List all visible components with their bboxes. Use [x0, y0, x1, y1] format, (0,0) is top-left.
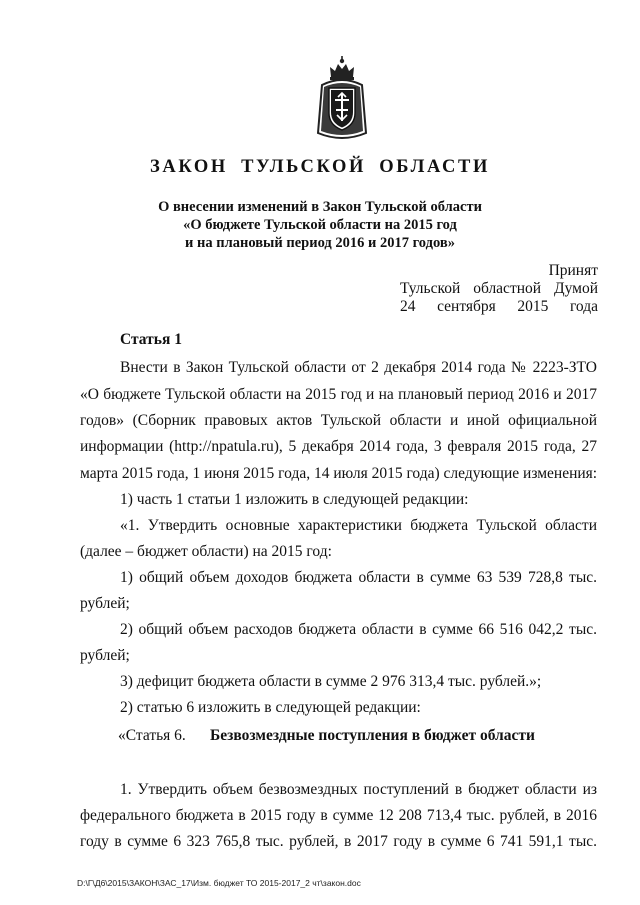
paragraph-line: году в сумме 6 323 765,8 тыс. рублей, в 2017 году в сумме 6 741 591,1 тыс. [80, 833, 597, 850]
subtitle-line: О внесении изменений в Закон Тульской области [158, 199, 482, 215]
paragraph-line: 1) общий объем доходов бюджета области в сумме 63 539 728,8 тыс. [120, 569, 597, 586]
subtitle-line: «О бюджете Тульской области на 2015 год [183, 217, 457, 233]
subtitle-line: и на плановый период 2016 и 2017 годов» [185, 235, 455, 251]
paragraph-line: Внести в Закон Тульской области от 2 декабря 2014 года № 2223-ЗТО [120, 359, 597, 376]
paragraph-line: годов» (Сборник правовых актов Тульской области и иной официальной [80, 412, 597, 429]
paragraph-line: рублей; [80, 647, 130, 664]
paragraph-line: рублей; [80, 595, 130, 612]
paragraph-line: (далее – бюджет области) на 2015 год: [80, 543, 332, 560]
paragraph-line: 1. Утвердить объем безвозмездных поступлений в бюджет области из [120, 781, 597, 798]
file-path-footer: D:\Г\Д6\2015\ЗАКОН\ЗАС_17\Изм. бюджет ТО 2015-2017_2 чт\закон.doc [77, 878, 361, 888]
document-title: ЗАКОН ТУЛЬСКОЙ ОБЛАСТИ [150, 157, 490, 177]
document-subtitle [0, 198, 640, 252]
article-6-label: «Статья 6. [118, 727, 186, 744]
paragraph-line: 3) дефицит бюджета области в сумме 2 976 313,4 тыс. рублей.»; [120, 673, 542, 690]
adoption-line: Принят [548, 262, 598, 279]
paragraph-line: 2) общий объем расходов бюджета области в сумме 66 516 042,2 тыс. [120, 621, 597, 638]
paragraph-line: марта 2015 года, 1 июня 2015 года, 14 июля 2015 года) следующие изменения: [80, 465, 598, 482]
paragraph-line: 2) статью 6 изложить в следующей редакции: [120, 699, 421, 716]
article-6-title: Безвозмездные поступления в бюджет области [210, 727, 535, 744]
article-heading: Статья 1 [120, 331, 182, 348]
paragraph-line: информации (http://npatula.ru), 5 декабря 2014 года, 3 февраля 2015 года, 27 [80, 438, 597, 455]
paragraph-line: 1) часть 1 статьи 1 изложить в следующей редакции: [120, 491, 469, 508]
paragraph-line: федерального бюджета в 2015 году в сумме 12 208 713,4 тыс. рублей, в 2016 [80, 807, 597, 824]
coat-of-arms-icon [313, 55, 371, 143]
adoption-date: 24 сентября 2015 года [400, 298, 598, 315]
paragraph-line: «1. Утвердить основные характеристики бюджета Тульской области [120, 517, 597, 534]
adoption-block [400, 262, 598, 316]
adoption-line: Тульской областной Думой [400, 280, 598, 297]
paragraph-line: «О бюджете Тульской области на 2015 год и на плановый период 2016 и 2017 [80, 386, 597, 403]
article-6-heading [118, 727, 535, 745]
